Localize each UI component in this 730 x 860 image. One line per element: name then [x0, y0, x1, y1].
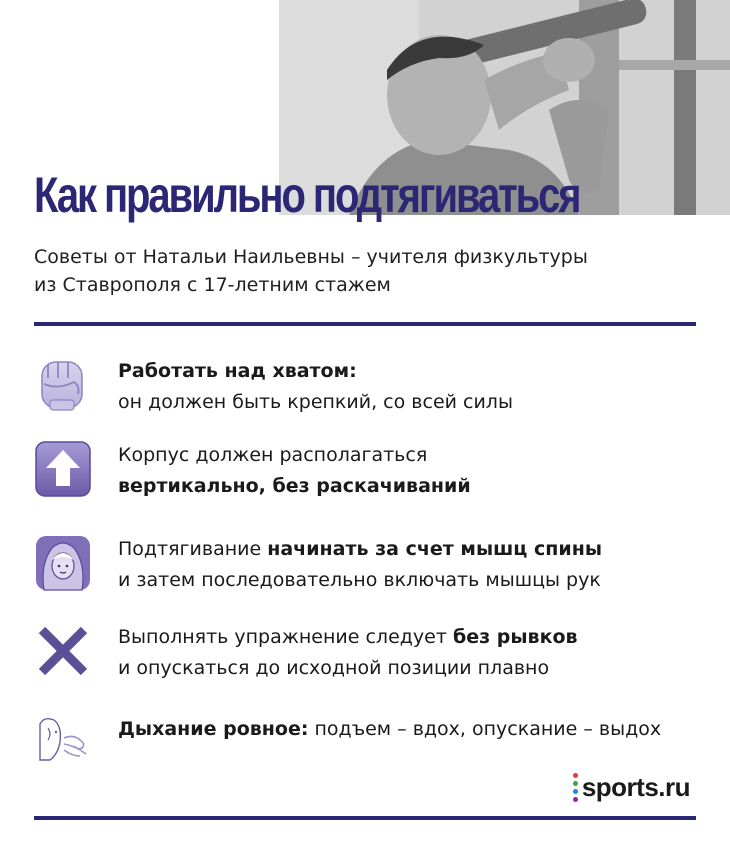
tip-plain-text: Выполнять упражнение следует [118, 626, 453, 648]
tip-text [118, 714, 661, 745]
logo-dot [573, 789, 578, 794]
logo-dot [573, 781, 578, 786]
sports-ru-logo [573, 772, 690, 802]
cross-mark-icon [34, 622, 92, 680]
tip-text [118, 356, 513, 418]
tip-text [118, 622, 578, 684]
subtitle-line: из Ставрополя с 17-летним стажем [34, 274, 391, 296]
tip-back-muscles [34, 534, 696, 598]
tip-plain-text: и опускаться до исходной позиции плавно [118, 657, 550, 679]
tip-plain-text: и затем последовательно включать мышцы рук [118, 569, 601, 591]
tip-bold-text: вертикально, без раскачиваний [118, 475, 471, 497]
top-divider [34, 322, 696, 326]
tip-breathing [34, 712, 696, 776]
logo-text: sports.ru [581, 771, 690, 802]
person-stretching-icon [34, 534, 92, 592]
tip-no-jerks [34, 622, 696, 686]
tip-posture [34, 440, 696, 504]
tip-plain-text: Подтягивание [118, 538, 268, 560]
tip-plain-text: подъем – вдох, опускание – выдох [308, 718, 662, 740]
bottom-divider [34, 816, 696, 820]
up-arrow-icon [34, 440, 92, 498]
tip-bold-text: без рывков [452, 626, 578, 648]
logo-dot [573, 773, 578, 778]
logo-dots-icon [573, 773, 578, 802]
tip-grip [34, 356, 696, 420]
tip-plain-text: Корпус должен располагаться [118, 444, 428, 466]
tip-text [118, 440, 471, 502]
tip-text [118, 534, 602, 596]
tip-plain-text: он должен быть крепкий, со всей силы [118, 391, 513, 413]
logo-dot [573, 797, 578, 802]
page-title: Как правильно подтягиваться [34, 167, 580, 223]
subtitle-line: Советы от Натальи Наильевны – учителя физкультуры [34, 246, 588, 268]
tip-bold-text: Дыхание ровное: [118, 718, 309, 740]
breath-face-icon [34, 712, 92, 770]
subtitle [34, 243, 674, 299]
fist-icon [34, 356, 92, 414]
tip-bold-text: начинать за счет мышц спины [267, 538, 603, 560]
tip-bold-text: Работать над хватом: [118, 360, 357, 382]
